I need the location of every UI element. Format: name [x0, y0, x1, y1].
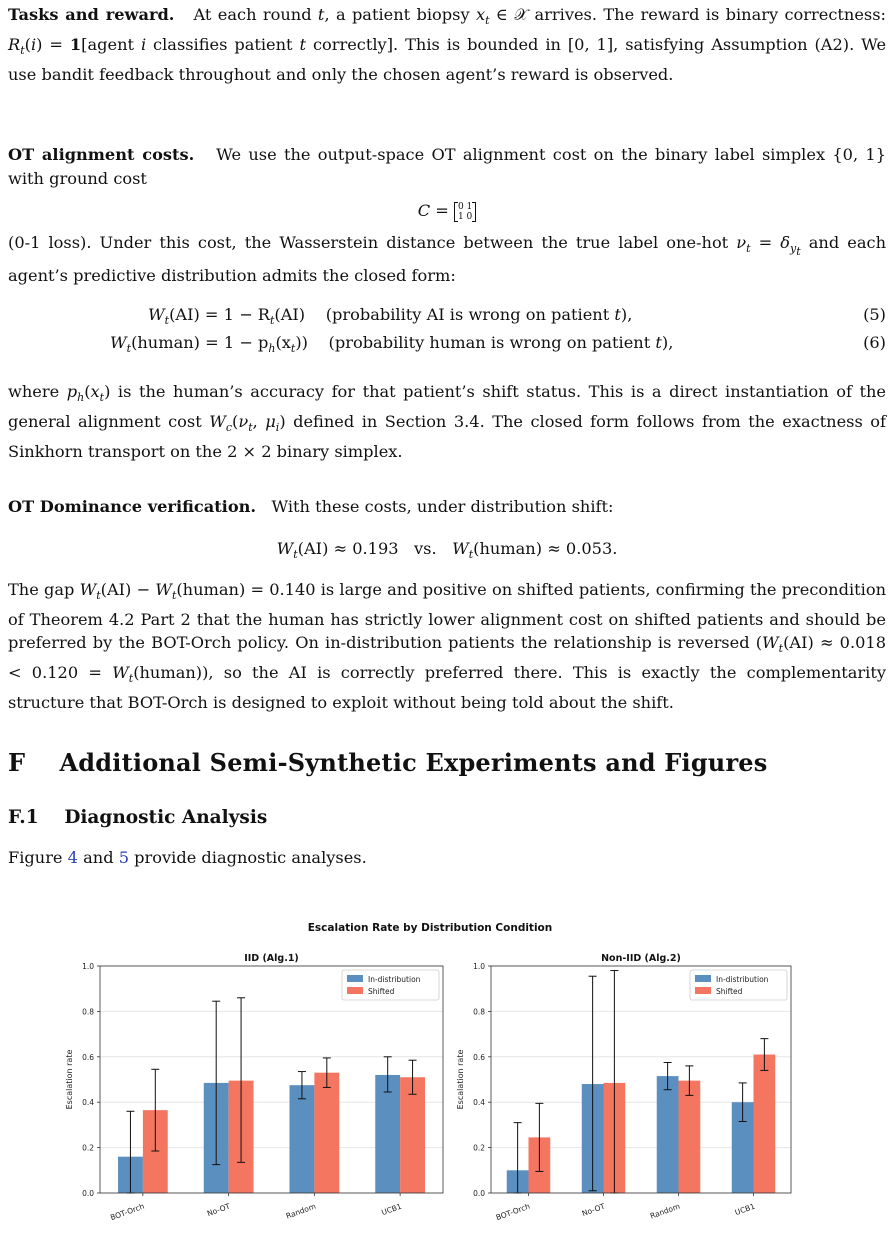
subsection-title: Diagnostic Analysis	[64, 807, 268, 828]
paragraph-tasks-reward: Tasks and reward. At each round t, a patient biopsy $x_t$ ∈ 𝒳 arrives. The reward is binary correctness: $R_t(i)$ = 1[agent i classifies patient t correctly]. This is bounded in [0, 1], satisfying Assumption (A2). We use bandit feedback throughout and only the chosen agent’s reward is observed.	[8, 5, 887, 84]
text-span: , a patient biopsy	[324, 5, 476, 24]
text-span: classifies patient	[146, 34, 300, 54]
paragraph-ot-costs	[8, 143, 886, 190]
y-tick-label: 0.6	[82, 1052, 94, 1062]
cost-matrix-equation	[8, 199, 886, 223]
text-span: (human)), so the AI is correctly preferred there. This is exactly the complementarity structure that BOT-Orch is designed to exploit without being told about the shift.	[8, 663, 886, 713]
cost-matrix: 0 1 1 0	[454, 202, 476, 222]
text-span: (probability AI is wrong on patient	[325, 305, 615, 324]
y-tick-label: 0.2	[473, 1143, 485, 1153]
y-tick-label: 0.4	[473, 1098, 485, 1108]
legend-label: In-distribution	[368, 975, 421, 984]
y-tick-label: 0.0	[473, 1189, 485, 1198]
equation-5: $W_t(AI) = 1 - R_t(AI)$ (probability AI is wrong on patient t), (5)	[8, 302, 886, 328]
y-tick-label: 1.0	[82, 962, 94, 971]
section-number: F	[8, 748, 26, 777]
text-span: With these costs, under distribution shift:	[271, 497, 614, 516]
bar-in-distribution	[375, 1075, 400, 1193]
text-span: (human) ≈ 0.053.	[473, 539, 618, 558]
text-span: (AI) = 1 − R	[169, 305, 270, 324]
text-span: (AI)	[274, 305, 306, 324]
text-span: (human) = 1 − p	[131, 333, 269, 352]
escalation-rate-figure	[60, 918, 800, 1229]
legend-swatch	[695, 987, 711, 994]
text-span: defined in Section 3.4. The closed form follows from the exactness of Sinkhorn transport on the 2 × 2 binary simplex.	[8, 411, 886, 461]
paragraph-gap: The gap $W_t(AI)$ − $W_t(human) = 0.140$ is large and positive on shifted patients, confirming the precondition of Theorem 4.2 Part 2 that the human has strictly lower alignment cost on shifted patients and should be preferred by the BOT-Orch policy. On in-distribution patients the relationship is reversed ($W_t(AI) \approx 0.018 < 0.120$ = $W_t(human)$), so the AI is correctly preferred there. This is exactly the complementarity structure that BOT-Orch is designed to exploit without being told about the shift.	[8, 580, 887, 713]
subsection-heading	[8, 807, 267, 828]
dominance-equation: $W_t(AI) \approx 0.193$ vs. $W_t(human) \approx 0.053$.	[276, 539, 618, 562]
text-span: provide diagnostic analyses.	[129, 848, 367, 867]
panel-title: Non-IID (Alg.2)	[601, 953, 681, 964]
text-span: correctly]. This is bounded in [0, 1], satisfying Assumption (A2). We use bandit feedback throughout and only the chosen agent’s reward is observed.	[8, 34, 887, 84]
text-span: At each round	[193, 5, 318, 24]
subsection-number: F.1	[8, 807, 39, 828]
paragraph-ot-dominance	[8, 495, 886, 519]
text-span: W	[148, 305, 165, 324]
figure-5-link[interactable]: 5	[118, 848, 130, 867]
equation-6: $W_t(human) = 1 - p_h(x_t)$) (probability human is wrong on patient t), (6)	[8, 330, 886, 356]
x-tick-label: BOT-Orch	[494, 1201, 532, 1223]
legend-swatch	[347, 975, 363, 982]
paragraph-heading: Tasks and reward.	[8, 5, 175, 24]
y-tick-label: 0.6	[473, 1052, 485, 1062]
y-axis-label: Escalation rate	[65, 1049, 74, 1110]
equation-number: (5)	[863, 305, 886, 324]
text-span: (AI) ≈ 0.193	[297, 539, 399, 558]
chart-svg	[60, 918, 800, 1229]
x-tick-label: Random	[648, 1201, 682, 1221]
text-span: C =	[417, 201, 449, 220]
bar-shifted	[314, 1073, 339, 1193]
bar-in-distribution	[290, 1085, 315, 1193]
y-tick-label: 0.4	[82, 1098, 94, 1108]
x-tick-label: UCB1	[733, 1201, 757, 1218]
legend-label: Shifted	[368, 987, 395, 996]
text-span: (0-1 loss). Under this cost, the Wasserstein distance between the true label one-hot	[8, 233, 737, 252]
text-span: and	[77, 848, 119, 867]
text-span: [agent	[81, 34, 141, 54]
text-span: (AI) ≈ 0.018 < 0.120 =	[8, 633, 887, 683]
x-tick-label: No-OT	[580, 1201, 607, 1219]
text-span: Figure	[8, 848, 68, 867]
paragraph-where: where $p_h(x_t)$ is the human’s accuracy for that patient’s shift status. This is a direct instantiation of the general alignment cost $W_c(\nu_t$, $\mu_i$) defined in Section 3.4. The closed form follows from the exactness of Sinkhorn transport on the 2 × 2 binary simplex.	[8, 382, 887, 461]
paragraph-heading: OT Dominance verification.	[8, 497, 257, 516]
equation-number: (6)	[863, 333, 886, 352]
paragraph-figure-refs	[8, 846, 886, 870]
text-span: The gap	[8, 580, 80, 599]
x-tick-label: UCB1	[380, 1201, 403, 1218]
y-axis-label: Escalation rate	[456, 1049, 465, 1110]
section-title: Additional Semi-Synthetic Experiments and Figures	[59, 748, 768, 777]
y-tick-label: 1.0	[473, 962, 485, 971]
section-heading	[8, 748, 767, 777]
text-span: We use the output-space OT alignment cost on the binary label simplex {0, 1} with ground cost	[8, 145, 886, 188]
legend-swatch	[347, 987, 363, 994]
text-span: where	[8, 382, 67, 401]
text-span: (AI) −	[100, 580, 156, 599]
y-tick-label: 0.8	[82, 1007, 94, 1017]
x-tick-label: Random	[284, 1201, 318, 1221]
x-tick-label: BOT-Orch	[109, 1201, 146, 1223]
figure-4-link[interactable]: 4	[67, 848, 78, 867]
y-tick-label: 0.0	[82, 1189, 94, 1198]
text-span: W	[110, 333, 127, 352]
y-tick-label: 0.2	[82, 1143, 94, 1153]
text-span: arrives. The reward is binary correctness:	[528, 5, 886, 24]
y-tick-label: 0.8	[473, 1007, 485, 1017]
text-span: and each agent’s predictive distribution admits the closed form:	[8, 233, 886, 286]
text-span: (human) = 0.140 is large and positive on shifted patients, confirming the precondition of Theorem 4.2 Part 2 that the human has strictly lower alignment cost on shifted patients and should be preferred by the BOT-Orch policy. On in-distribution patients the relationship is reversed (	[8, 580, 886, 653]
chart-suptitle: Escalation Rate by Distribution Condition	[307, 922, 553, 934]
legend-swatch	[695, 975, 711, 982]
text-span: (x	[275, 333, 291, 352]
text-span: vs.	[414, 539, 437, 558]
paragraph-heading: OT alignment costs.	[8, 145, 195, 164]
panel-title: IID (Alg.1)	[244, 953, 299, 964]
paragraph-ot-continued: (0-1 loss). Under this cost, the Wasserstein distance between the true label one-hot $\nu_t = \delta_{y_t}$ and each agent’s predictive distribution admits the closed form:	[8, 233, 886, 286]
text-span: is the human’s accuracy for that patient’s shift status. This is a direct instantiation of the general alignment cost	[8, 382, 887, 431]
bar-shifted	[754, 1055, 776, 1193]
bar-shifted	[679, 1081, 701, 1193]
x-tick-label: No-OT	[205, 1201, 232, 1219]
legend-label: In-distribution	[716, 975, 769, 984]
legend-label: Shifted	[716, 987, 743, 996]
bar-in-distribution	[657, 1076, 679, 1193]
text-span: (probability human is wrong on patient	[328, 333, 656, 352]
